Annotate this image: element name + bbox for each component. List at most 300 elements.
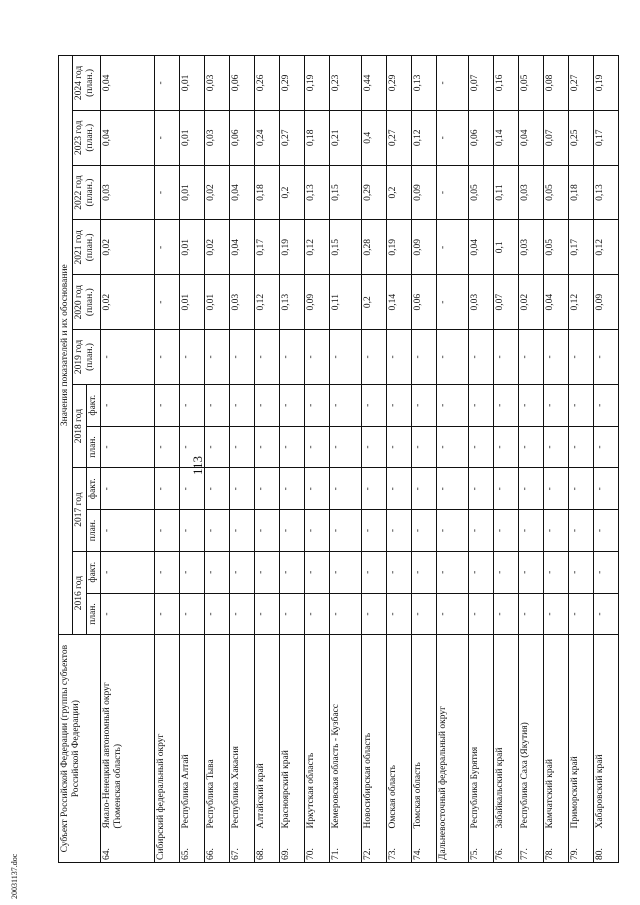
value-cell: 0,44 [362,56,387,111]
subject-name: Камчатский край [544,635,569,831]
value-cell: 0,19 [305,56,330,111]
year-header: 2021 год (план.) [73,220,101,275]
row-number: 67. [230,831,255,863]
subject-header: Субъект Российской Федерации (группы субъектов Российской Федерации) [59,635,101,863]
value-cell: 0,27 [387,110,412,165]
value-cell: - [437,468,469,510]
value-cell: - [362,510,387,552]
value-cell: 0,18 [305,110,330,165]
value-cell: 0,03 [469,275,494,330]
value-cell: - [255,384,280,426]
value-cell: - [469,551,494,593]
value-cell: 0,06 [412,275,437,330]
value-cell: - [362,426,387,468]
value-cell: 0,09 [594,275,619,330]
value-cell: 0,03 [101,165,155,220]
value-cell: - [469,426,494,468]
table-row [305,56,330,863]
fact-subheader: факт. [87,551,101,593]
value-cell: 0,29 [362,165,387,220]
subject-name: Республика Тыва [205,635,230,831]
value-cell: 0,06 [230,56,255,111]
value-cell: 0,04 [544,275,569,330]
value-cell: 0,01 [180,275,205,330]
subject-name: Республика Алтай [180,635,205,831]
value-cell: 0,27 [280,110,305,165]
value-cell: 0,17 [569,220,594,275]
row-number: 66. [205,831,230,863]
value-cell: - [101,384,155,426]
value-cell: - [519,510,544,552]
value-cell: 0,09 [412,165,437,220]
value-cell: - [594,468,619,510]
value-cell: - [594,593,619,635]
subject-name: Кемеровская область - Кузбасс [330,635,362,831]
value-cell: 0,17 [594,110,619,165]
value-cell: 0,27 [569,56,594,111]
row-number: 69. [280,831,305,863]
value-cell: - [594,551,619,593]
value-cell: 0,03 [205,110,230,165]
value-cell: - [544,551,569,593]
subject-name: Республика Саха (Якутия) [519,635,544,831]
value-cell: - [305,384,330,426]
value-cell: 0,1 [494,220,519,275]
table-body [101,56,619,863]
value-cell: - [387,384,412,426]
table-row [330,56,362,863]
value-cell: 0,23 [330,56,362,111]
row-number: 78. [544,831,569,863]
value-cell: - [469,330,494,385]
year-header: 2016 год [73,551,87,635]
subject-name: Хабаровский край [594,635,619,831]
row-number: 77. [519,831,544,863]
value-cell: - [412,551,437,593]
value-cell: - [544,468,569,510]
value-cell: 0,13 [305,165,330,220]
value-cell: - [101,510,155,552]
subject-name: Республика Бурятия [469,635,494,831]
value-cell: 0,05 [519,56,544,111]
table-row [519,56,544,863]
value-cell: - [305,426,330,468]
value-cell: 0,2 [387,165,412,220]
value-cell: - [494,330,519,385]
value-cell: - [101,593,155,635]
value-cell: 0,02 [101,275,155,330]
value-cell: - [101,426,155,468]
value-cell: 0,11 [494,165,519,220]
value-cell: - [519,551,544,593]
value-cell: - [155,384,180,426]
value-cell: - [437,330,469,385]
value-cell: - [230,468,255,510]
value-cell: 0,05 [469,165,494,220]
value-cell: - [255,551,280,593]
value-cell: - [387,426,412,468]
value-cell: - [230,330,255,385]
year-header: 2022 год (план.) [73,165,101,220]
table-row [362,56,387,863]
table-row [205,56,230,863]
value-cell: 0,28 [362,220,387,275]
value-cell: - [280,330,305,385]
value-cell: - [494,468,519,510]
page-number: 113 [190,455,205,475]
value-cell: 0,19 [387,220,412,275]
value-cell: - [519,468,544,510]
value-cell: 0,03 [519,220,544,275]
value-cell: - [544,384,569,426]
value-cell: - [280,468,305,510]
value-cell: - [569,330,594,385]
table-row [180,56,205,863]
value-cell: - [255,510,280,552]
value-cell: - [305,468,330,510]
value-cell: 0,13 [412,56,437,111]
value-cell: - [594,510,619,552]
value-cell: - [412,510,437,552]
value-cell: - [412,330,437,385]
value-cell: 0,21 [330,110,362,165]
value-cell: - [519,330,544,385]
table-row [412,56,437,863]
value-cell: 0,4 [362,110,387,165]
value-cell: - [569,593,594,635]
value-cell: 0,12 [305,220,330,275]
value-cell: 0,13 [594,165,619,220]
value-cell: - [569,384,594,426]
value-cell: 0,03 [230,275,255,330]
value-cell: 0,2 [280,165,305,220]
value-cell: - [437,56,469,111]
fact-subheader: факт. [87,384,101,426]
value-cell: - [519,593,544,635]
value-cell: - [205,468,230,510]
row-number: 76. [494,831,519,863]
value-cell: 0,15 [330,165,362,220]
value-cell: - [180,426,205,468]
subject-name: Республика Хакасия [230,635,255,831]
value-cell: - [155,468,180,510]
value-cell: 0,04 [519,110,544,165]
value-cell: - [330,330,362,385]
value-cell: - [255,426,280,468]
value-cell: 0,13 [280,275,305,330]
row-number: 80. [594,831,619,863]
value-cell: - [305,510,330,552]
value-cell: - [280,384,305,426]
row-number: 72. [362,831,387,863]
value-cell: - [494,593,519,635]
value-cell: - [155,426,180,468]
value-cell: - [280,551,305,593]
value-cell: 0,26 [255,56,280,111]
value-cell: 0,09 [412,220,437,275]
value-cell: 0,03 [519,165,544,220]
value-cell: 0,06 [469,110,494,165]
value-cell: - [305,593,330,635]
table-row [155,56,180,863]
value-cell: 0,01 [205,275,230,330]
value-cell: - [155,275,180,330]
row-number: 79. [569,831,594,863]
subject-name: Томская область [412,635,437,831]
value-cell: - [469,384,494,426]
value-cell: - [437,510,469,552]
value-cell: - [180,468,205,510]
value-cell: - [387,593,412,635]
value-cell: - [437,426,469,468]
subject-name: Новосибирская область [362,635,387,831]
value-cell: - [101,551,155,593]
value-cell: 0,04 [230,165,255,220]
value-cell: 0,12 [569,275,594,330]
value-cell: 0,24 [255,110,280,165]
table-row [494,56,519,863]
value-cell: - [280,593,305,635]
value-cell: - [387,330,412,385]
value-cell: - [330,593,362,635]
value-cell: - [412,593,437,635]
district-name: Дальневосточный федеральный округ [437,635,469,863]
value-cell: - [180,551,205,593]
value-cell: - [437,110,469,165]
value-cell: 0,02 [205,220,230,275]
value-cell: 0,16 [494,56,519,111]
value-cell: - [330,551,362,593]
value-cell: - [155,593,180,635]
value-cell: - [469,468,494,510]
table-row [469,56,494,863]
subject-name: Алтайский край [255,635,280,831]
year-header: 2018 год [73,384,87,468]
value-cell: 0,19 [594,56,619,111]
value-cell: 0,25 [569,110,594,165]
value-cell: - [180,330,205,385]
value-cell: - [437,275,469,330]
value-cell: 0,29 [387,56,412,111]
year-header: 2024 год (план.) [73,56,101,111]
value-cell: 0,01 [180,56,205,111]
row-number: 68. [255,831,280,863]
value-cell: - [155,110,180,165]
value-cell: - [437,220,469,275]
value-cell: - [387,510,412,552]
value-cell: - [155,551,180,593]
subject-name: Ямало-Ненецкий автономный округ (Тюменская область) [101,635,155,831]
value-cell: - [205,593,230,635]
value-cell: - [494,426,519,468]
value-cell: - [569,426,594,468]
value-cell: - [412,384,437,426]
table-row [101,56,155,863]
row-number: 64. [101,831,155,863]
fact-subheader: факт. [87,468,101,510]
value-cell: - [205,384,230,426]
table-row [437,56,469,863]
plan-subheader: план. [87,593,101,635]
value-cell: - [519,426,544,468]
plan-subheader: план. [87,510,101,552]
value-cell: - [594,330,619,385]
value-cell: 0,18 [569,165,594,220]
value-cell: - [412,426,437,468]
value-cell: - [544,426,569,468]
value-cell: - [230,426,255,468]
value-cell: - [330,426,362,468]
values-group-header: Значения показателей и их обоснование [59,56,73,635]
value-cell: - [205,330,230,385]
value-cell: - [330,468,362,510]
value-cell: - [305,330,330,385]
value-cell: - [494,510,519,552]
value-cell: - [230,593,255,635]
table-row [255,56,280,863]
value-cell: - [155,510,180,552]
value-cell: 0,02 [205,165,230,220]
value-cell: - [330,384,362,426]
value-cell: - [255,593,280,635]
year-header: 2017 год [73,468,87,552]
value-cell: - [101,330,155,385]
subject-name: Красноярский край [280,635,305,831]
value-cell: - [305,551,330,593]
row-number: 73. [387,831,412,863]
value-cell: - [569,551,594,593]
value-cell: 0,18 [255,165,280,220]
value-cell: - [180,593,205,635]
value-cell: 0,06 [230,110,255,165]
value-cell: - [469,593,494,635]
value-cell: 0,14 [494,110,519,165]
year-header: 2023 год (план.) [73,110,101,165]
table-row [594,56,619,863]
value-cell: - [544,330,569,385]
value-cell: - [230,510,255,552]
value-cell: 0,04 [469,220,494,275]
value-cell: 0,19 [280,220,305,275]
table-row [387,56,412,863]
table-row [544,56,569,863]
value-cell: - [437,384,469,426]
row-number: 71. [330,831,362,863]
footer-filename: 20031137.doc [10,853,19,899]
value-cell: 0,12 [255,275,280,330]
value-cell: 0,08 [544,56,569,111]
value-cell: - [412,468,437,510]
subject-name: Забайкальский край [494,635,519,831]
value-cell: - [494,384,519,426]
value-cell: 0,07 [494,275,519,330]
indicator-table [58,55,619,863]
value-cell: - [594,426,619,468]
value-cell: 0,02 [519,275,544,330]
value-cell: - [205,551,230,593]
value-cell: 0,09 [305,275,330,330]
value-cell: - [205,426,230,468]
value-cell: 0,11 [330,275,362,330]
value-cell: - [569,468,594,510]
value-cell: - [494,551,519,593]
value-cell: - [280,426,305,468]
value-cell: 0,12 [594,220,619,275]
value-cell: - [255,468,280,510]
value-cell: - [155,220,180,275]
value-cell: 0,05 [544,165,569,220]
value-cell: 0,03 [205,56,230,111]
value-cell: - [280,510,305,552]
value-cell: - [101,468,155,510]
value-cell: 0,2 [362,275,387,330]
value-cell: - [569,510,594,552]
value-cell: 0,01 [180,110,205,165]
row-number: 75. [469,831,494,863]
row-number: 70. [305,831,330,863]
value-cell: - [594,384,619,426]
value-cell: 0,02 [101,220,155,275]
value-cell: 0,04 [101,56,155,111]
value-cell: 0,01 [180,220,205,275]
value-cell: - [387,468,412,510]
subject-name: Иркутская область [305,635,330,831]
value-cell: 0,04 [101,110,155,165]
value-cell: - [362,551,387,593]
value-cell: 0,07 [544,110,569,165]
row-number: 74. [412,831,437,863]
value-cell: 0,14 [387,275,412,330]
value-cell: 0,15 [330,220,362,275]
value-cell: 0,01 [180,165,205,220]
value-cell: - [469,510,494,552]
value-cell: - [387,551,412,593]
value-cell: - [362,330,387,385]
district-name: Сибирский федеральный округ [155,635,180,863]
plan-subheader: план. [87,426,101,468]
value-cell: - [437,165,469,220]
table-row [569,56,594,863]
value-cell: - [519,384,544,426]
value-cell: - [205,510,230,552]
value-cell: - [362,468,387,510]
value-cell: - [180,510,205,552]
subject-name: Приморский край [569,635,594,831]
year-header: 2020 год (план.) [73,275,101,330]
value-cell: - [230,384,255,426]
table-row [280,56,305,863]
value-cell: - [362,384,387,426]
row-number: 65. [180,831,205,863]
value-cell: - [437,551,469,593]
value-cell: - [330,510,362,552]
value-cell: - [180,384,205,426]
subject-name: Омская область [387,635,412,831]
value-cell: 0,04 [230,220,255,275]
value-cell: - [155,330,180,385]
value-cell: - [362,593,387,635]
value-cell: - [544,593,569,635]
value-cell: - [155,165,180,220]
value-cell: 0,07 [469,56,494,111]
year-header: 2019 год (план.) [73,330,101,385]
table-row [230,56,255,863]
value-cell: - [230,551,255,593]
value-cell: 0,05 [544,220,569,275]
value-cell: 0,17 [255,220,280,275]
value-cell: - [155,56,180,111]
value-cell: 0,12 [412,110,437,165]
